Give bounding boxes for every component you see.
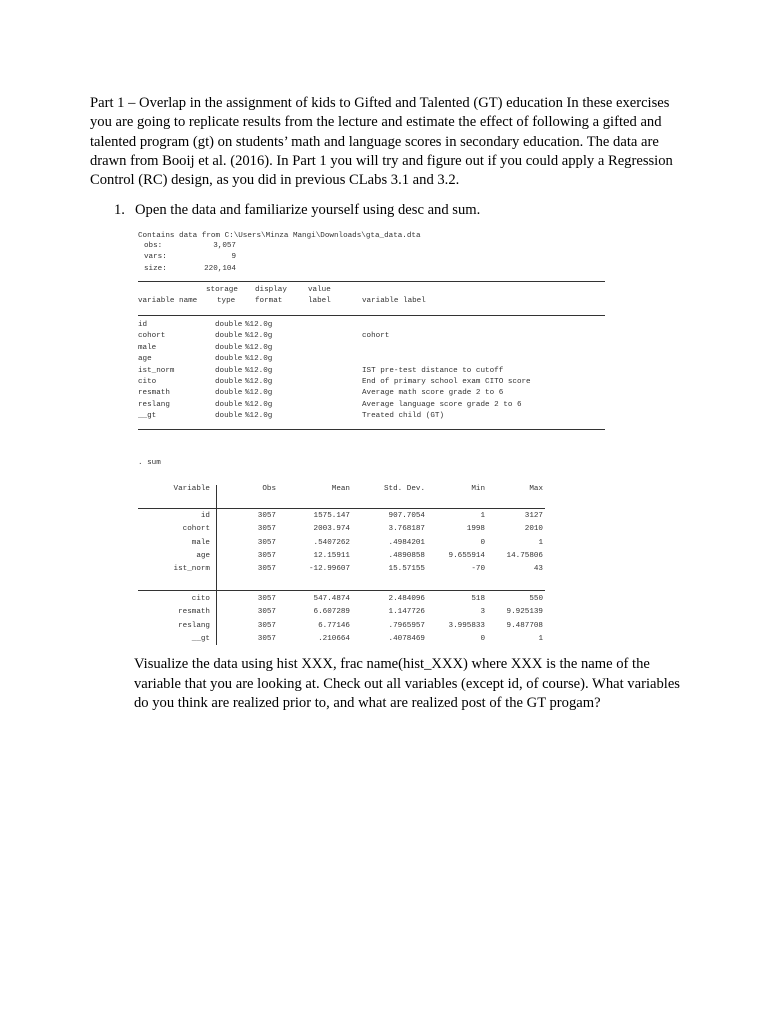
- meta-vars: [138, 253, 236, 264]
- var-name: ist_norm: [138, 366, 175, 375]
- summary-row: [138, 635, 548, 648]
- cell-max: 43: [533, 565, 543, 574]
- cell-obs: 3057: [257, 595, 276, 603]
- describe-top-rule: [138, 281, 605, 282]
- var-format: %12.0g: [245, 332, 273, 341]
- describe-row: [138, 367, 608, 378]
- cell-variable: __gt: [191, 634, 210, 643]
- meta-obs: [138, 242, 236, 253]
- cell-min: 1998: [466, 525, 485, 534]
- describe-row: [138, 332, 608, 343]
- var-type: double: [215, 389, 243, 398]
- sum-command: . sum: [138, 459, 161, 467]
- var-label: End of primary school exam CITO score: [362, 377, 531, 386]
- describe-row: [138, 344, 608, 355]
- cell-max: 1: [538, 634, 543, 643]
- describe-row: [138, 355, 608, 366]
- var-label: Treated child (GT): [362, 412, 445, 421]
- cell-max: 9.925139: [506, 608, 543, 617]
- visualize-paragraph: Visualize the data using hist XXX, frac name(hist_XXX) where XXX is the name of the variable that you are looking at. Check out all variables (except id, of course). What variables do you think are realized prior to, and what are realized post of the GT progam?: [134, 656, 680, 711]
- header-format: format: [255, 297, 283, 305]
- cell-min: 0: [480, 538, 485, 547]
- cell-std-dev: 2.484096: [388, 595, 425, 603]
- cell-min: 9.655914: [448, 551, 485, 560]
- var-type: double: [215, 400, 243, 409]
- var-type: double: [215, 366, 243, 375]
- cell-std-dev: 3.768187: [388, 525, 425, 534]
- header-min: Min: [471, 485, 485, 493]
- cell-variable: cohort: [182, 525, 210, 534]
- header-variable-label: variable label: [362, 297, 426, 305]
- meta-obs-label: obs:: [144, 242, 163, 250]
- cell-variable: resmath: [178, 608, 210, 617]
- var-name: id: [138, 321, 148, 329]
- var-label: Average language score grade 2 to 6: [362, 400, 522, 409]
- describe-meta: [138, 242, 236, 276]
- meta-obs-value: 3,057: [213, 242, 236, 250]
- cell-obs: 3057: [257, 525, 276, 534]
- describe-row: [138, 378, 608, 389]
- var-type: double: [215, 355, 243, 364]
- header-label: label: [308, 297, 331, 305]
- var-type: double: [215, 377, 243, 386]
- cell-obs: 3057: [257, 608, 276, 617]
- intro-paragraph: Part 1 – Overlap in the assignment of kids to Gifted and Talented (GT) education In these exercises you are going to replicate results from the lecture and estimate the effect of following a gifted and talented program (gt) on students’ math and language scores in secondary education. The data are drawn from Booij et al. (2016). In Part 1 you will try and figure out if you could apply a Regression Control (RC) design, as you did in previous CLabs 3.1 and 3.2.: [90, 95, 673, 189]
- cell-min: 518: [471, 595, 485, 603]
- meta-size-value: 220,104: [204, 264, 236, 273]
- header-obs: Obs: [262, 485, 276, 493]
- step-1-text: Open the data and familiarize yourself using desc and sum.: [135, 202, 481, 218]
- cell-min: 3.995833: [448, 621, 485, 630]
- var-name: reslang: [138, 400, 170, 409]
- cell-min: 3: [480, 608, 485, 617]
- cell-obs: 3057: [257, 512, 276, 520]
- var-name: male: [138, 343, 157, 352]
- meta-vars-label: vars:: [144, 253, 167, 262]
- header-std-dev: Std. Dev.: [383, 485, 425, 493]
- cell-mean: .210664: [318, 634, 350, 643]
- var-format: %12.0g: [245, 355, 273, 364]
- cell-obs: 3057: [257, 634, 276, 643]
- summary-row: [138, 512, 548, 525]
- meta-vars-value: 9: [231, 253, 236, 262]
- summary-row: [138, 595, 548, 608]
- cell-obs: 3057: [257, 551, 276, 560]
- summary-row: [138, 565, 548, 578]
- var-name: __gt: [138, 412, 157, 421]
- cell-mean: .5407262: [313, 538, 350, 547]
- meta-size-label: size:: [144, 264, 167, 273]
- header-mean: Mean: [331, 485, 350, 493]
- cell-max: 3127: [524, 512, 543, 520]
- summary-group-1: [138, 512, 548, 578]
- describe-row: [138, 412, 608, 423]
- var-format: %12.0g: [245, 389, 273, 398]
- cell-max: 2010: [524, 525, 543, 534]
- cell-min: 1: [480, 512, 485, 520]
- header-variable: Variable: [173, 485, 210, 493]
- meta-size: [138, 265, 236, 276]
- summary-group-rule: [138, 590, 545, 591]
- var-type: double: [215, 332, 243, 341]
- var-format: %12.0g: [245, 400, 273, 409]
- step-1: [114, 201, 674, 220]
- cell-std-dev: .7965957: [388, 621, 425, 630]
- cell-std-dev: 1.147726: [388, 608, 425, 617]
- cell-max: 14.75806: [506, 551, 543, 560]
- cell-max: 550: [529, 595, 543, 603]
- cell-mean: 2003.974: [313, 525, 350, 534]
- summary-row: [138, 608, 548, 621]
- var-name: resmath: [138, 389, 170, 398]
- cell-std-dev: .4890858: [388, 551, 425, 560]
- summary-table: [138, 485, 548, 498]
- cell-mean: 1575.147: [313, 512, 350, 520]
- var-format: %12.0g: [245, 366, 273, 375]
- var-type: double: [215, 412, 243, 421]
- summary-row: [138, 525, 548, 538]
- var-name: cohort: [138, 332, 166, 341]
- cell-mean: 6.607289: [313, 608, 350, 617]
- var-format: %12.0g: [245, 321, 273, 329]
- summary-row: [138, 552, 548, 565]
- header-storage: storage: [206, 286, 238, 294]
- describe-row: [138, 321, 608, 332]
- cell-std-dev: 907.7054: [388, 512, 425, 520]
- cell-variable: male: [191, 538, 210, 547]
- cell-mean: 547.4874: [313, 595, 350, 603]
- cell-obs: 3057: [257, 621, 276, 630]
- summary-header-rule: [138, 508, 545, 509]
- header-type: type: [217, 297, 236, 305]
- var-format: %12.0g: [245, 377, 273, 386]
- var-name: age: [138, 355, 152, 364]
- header-display: display: [255, 286, 287, 294]
- var-format: %12.0g: [245, 412, 273, 421]
- describe-header-rule: [138, 315, 605, 316]
- var-label: Average math score grade 2 to 6: [362, 389, 504, 398]
- cell-min: -70: [471, 565, 485, 574]
- cell-mean: 6.77146: [318, 621, 350, 630]
- cell-obs: 3057: [257, 565, 276, 574]
- cell-mean: 12.15911: [313, 551, 350, 560]
- cell-variable: reslang: [178, 621, 210, 630]
- var-type: double: [215, 343, 243, 352]
- summary-header-row: [138, 485, 548, 498]
- cell-std-dev: 15.57155: [388, 565, 425, 574]
- cell-max: 9.487708: [506, 621, 543, 630]
- cell-max: 1: [538, 538, 543, 547]
- summary-row: [138, 622, 548, 635]
- cell-variable: age: [196, 551, 210, 560]
- cell-obs: 3057: [257, 538, 276, 547]
- describe-rows: [138, 321, 608, 424]
- cell-std-dev: .4078469: [388, 634, 425, 643]
- describe-row: [138, 401, 608, 412]
- var-format: %12.0g: [245, 343, 273, 352]
- var-name: cito: [138, 377, 157, 386]
- var-label: cohort: [362, 332, 390, 341]
- contains-path: Contains data from C:\Users\Minza Mangi\Downloads\gta_data.dta: [138, 232, 421, 240]
- var-type: double: [215, 321, 243, 329]
- cell-variable: id: [200, 512, 210, 520]
- cell-min: 0: [480, 634, 485, 643]
- cell-std-dev: .4984201: [388, 538, 425, 547]
- cell-mean: -12.99607: [308, 565, 350, 574]
- header-value: value: [308, 286, 331, 294]
- var-label: IST pre-test distance to cutoff: [362, 366, 504, 375]
- header-max: Max: [529, 485, 543, 493]
- header-variable-name: variable name: [138, 297, 198, 305]
- summary-row: [138, 539, 548, 552]
- describe-row: [138, 389, 608, 400]
- describe-bottom-rule: [138, 429, 605, 430]
- describe-contains-line: [138, 231, 421, 242]
- cell-variable: cito: [191, 595, 210, 603]
- summary-group-2: [138, 595, 548, 648]
- step-1-number: 1.: [114, 202, 125, 218]
- cell-variable: ist_norm: [173, 565, 210, 574]
